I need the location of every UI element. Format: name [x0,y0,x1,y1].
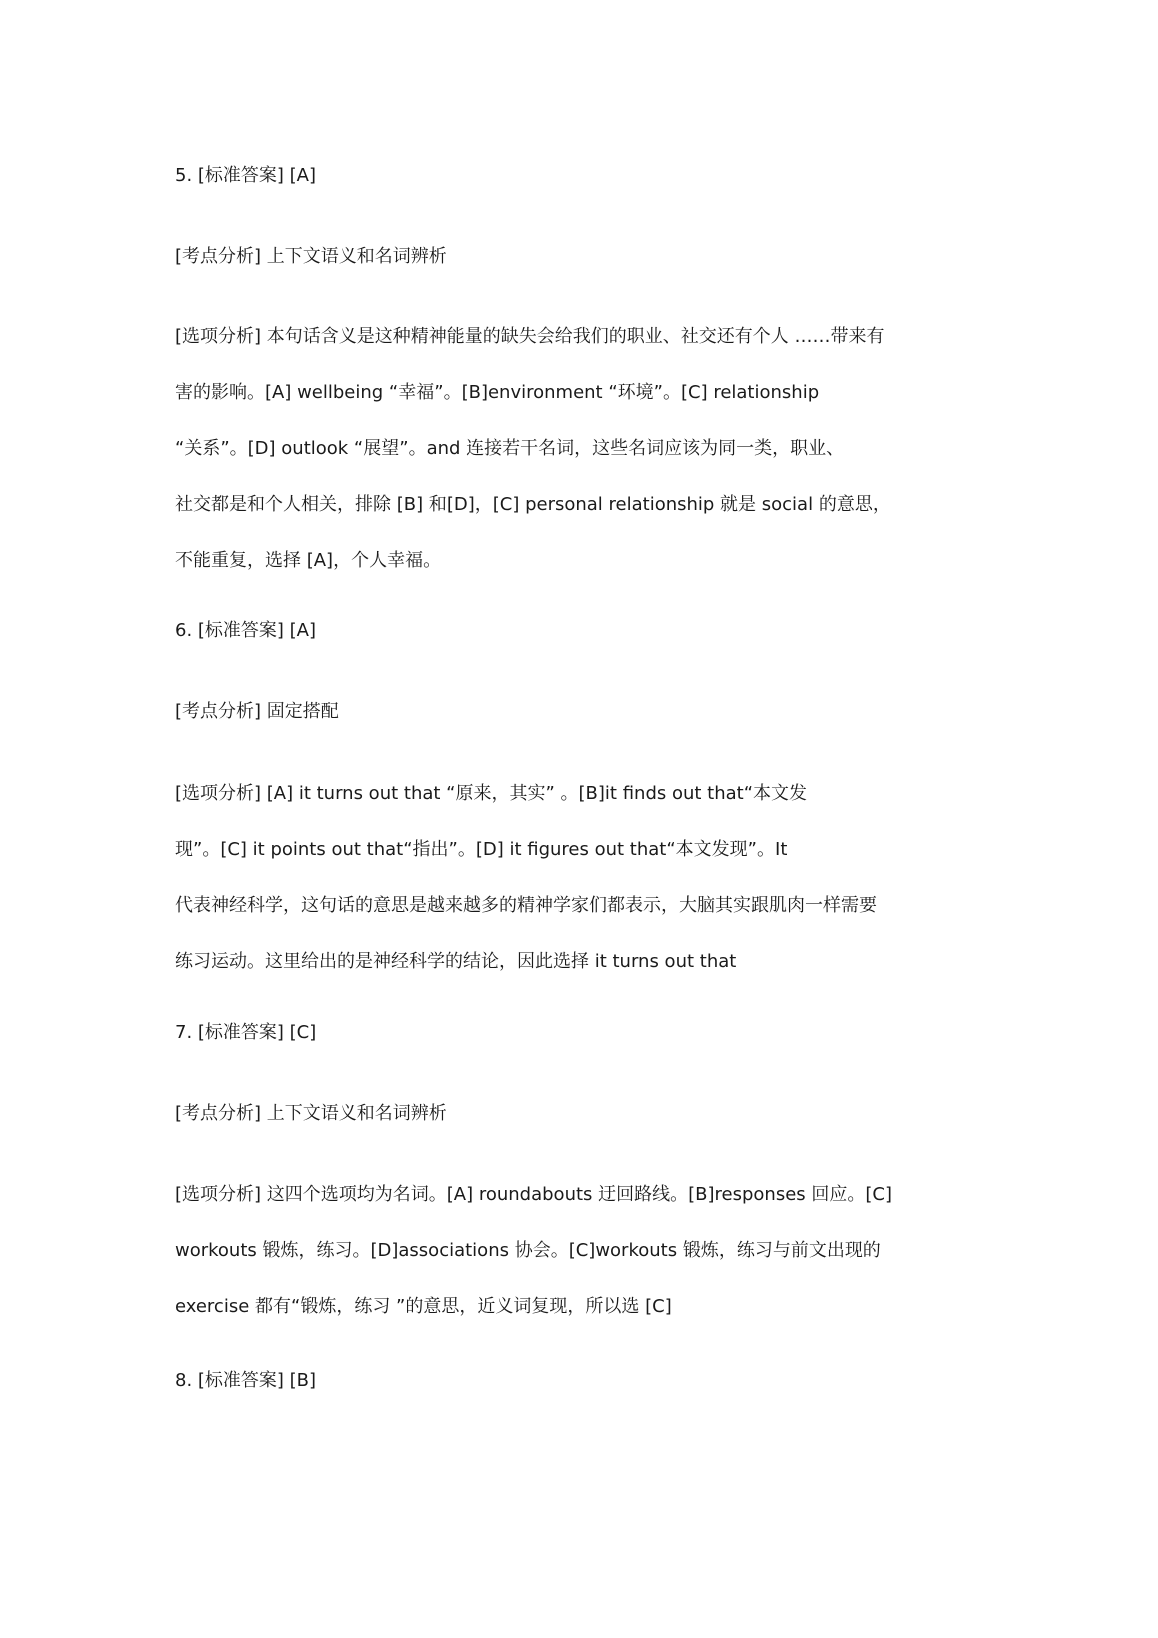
answer-8: 8. [标准答案] [B] [175,1370,317,1391]
point-analysis-6: [考点分析] 固定搭配 [175,701,339,722]
text-line: [选项分析] 这四个选项均为名词。[A] roundabouts 迂回路线。[B]responses 回应。[C] [175,1184,893,1205]
text-line: 社交都是和个人相关，排除 [B] 和[D]，[C] personal relationship 就是 social 的意思， [175,494,891,515]
option-analysis-5 [175,309,995,589]
text-line: 害的影响。[A] wellbeing “幸福”。[B]environment “环境”。[C] relationship [175,382,820,403]
text-line: 代表神经科学，这句话的意思是越来越多的精神学家们都表示，大脑其实跟肌肉一样需要 [175,895,877,916]
answer-5: 5. [标准答案] [A] [175,165,317,186]
point-analysis-7: [考点分析] 上下文语义和名词辨析 [175,1103,447,1124]
text-line: [选项分析] [A] it turns out that “原来，其实” 。[B]it finds out that“本文发 [175,783,808,804]
text-line: exercise 都有“锻炼，练习 ”的意思，近义词复现，所以选 [C] [175,1296,672,1317]
text-line: 不能重复，选择 [A]，个人幸福。 [175,550,442,571]
option-analysis-7 [175,1167,995,1335]
text-line: 现”。[C] it points out that“指出”。[D] it figures out that“本文发现”。It [175,839,788,860]
text-line: “关系”。[D] outlook “展望”。and 连接若干名词，这些名词应该为同一类，职业、 [175,438,845,459]
option-analysis-6 [175,766,995,990]
text-line: [选项分析] 本句话含义是这种精神能量的缺失会给我们的职业、社交还有个人 ……带来有 [175,326,885,347]
point-analysis-5: [考点分析] 上下文语义和名词辨析 [175,246,447,267]
answer-7: 7. [标准答案] [C] [175,1022,317,1043]
answer-6: 6. [标准答案] [A] [175,620,317,641]
text-line: 练习运动。这里给出的是神经科学的结论，因此选择 it turns out that [175,951,737,972]
text-line: workouts 锻炼，练习。[D]associations 协会。[C]workouts 锻炼，练习与前文出现的 [175,1240,881,1261]
